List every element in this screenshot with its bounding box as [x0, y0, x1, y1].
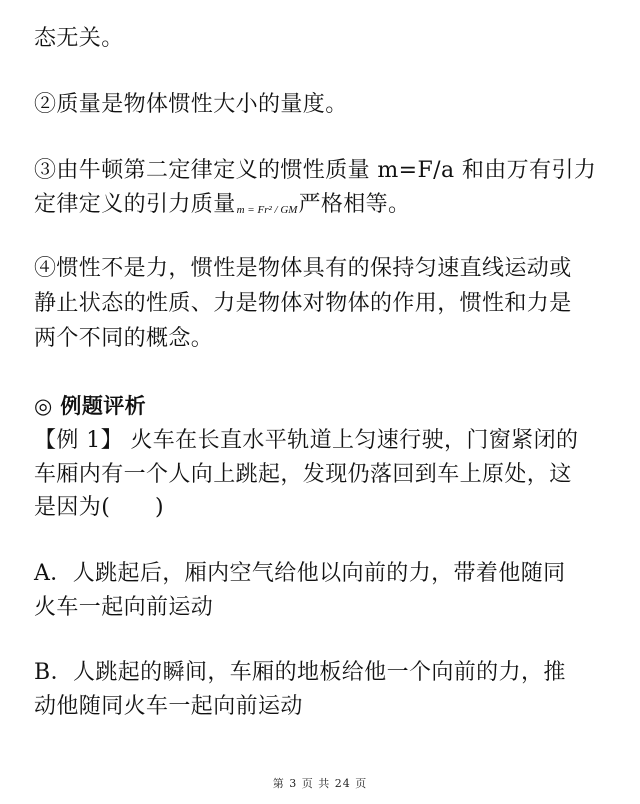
text-line: ③由牛顿第二定律定义的惯性质量 m=F/a 和由万有引力	[34, 158, 597, 183]
option-a-line: 火车一起向前运动	[34, 595, 214, 620]
option-a-line: A．人跳起后，厢内空气给他以向前的力，带着他随同	[34, 561, 566, 586]
text-line: 静止状态的性质、力是物体对物体的作用，惯性和力是	[34, 291, 572, 316]
gravitational-mass-formula: m = Fr² / GM	[236, 204, 298, 216]
text-segment: 定律定义的引力质量	[34, 192, 236, 217]
option-b-line: B．人跳起的瞬间，车厢的地板给他一个向前的力，推	[34, 660, 566, 685]
text-line: ②质量是物体惯性大小的量度。	[34, 92, 348, 117]
example-text-line: 【例 1】 火车在长直水平轨道上匀速行驶，门窗紧闭的	[34, 428, 579, 453]
text-segment: 严格相等。	[298, 192, 411, 217]
text-line: 态无关。	[34, 26, 124, 51]
section-heading: ◎ 例题评析	[34, 394, 147, 418]
text-line-with-formula	[34, 190, 410, 225]
example-text-line: 是因为( )	[34, 495, 164, 520]
text-line: 两个不同的概念。	[34, 326, 214, 351]
page-number-footer: 第 3 页 共 24 页	[272, 777, 368, 790]
text-line: ④惯性不是力，惯性是物体具有的保持匀速直线运动或	[34, 256, 572, 281]
option-b-line: 动他随同火车一起向前运动	[34, 694, 303, 719]
example-text-line: 车厢内有一个人向上跳起，发现仍落回到车上原处，这	[34, 462, 572, 487]
